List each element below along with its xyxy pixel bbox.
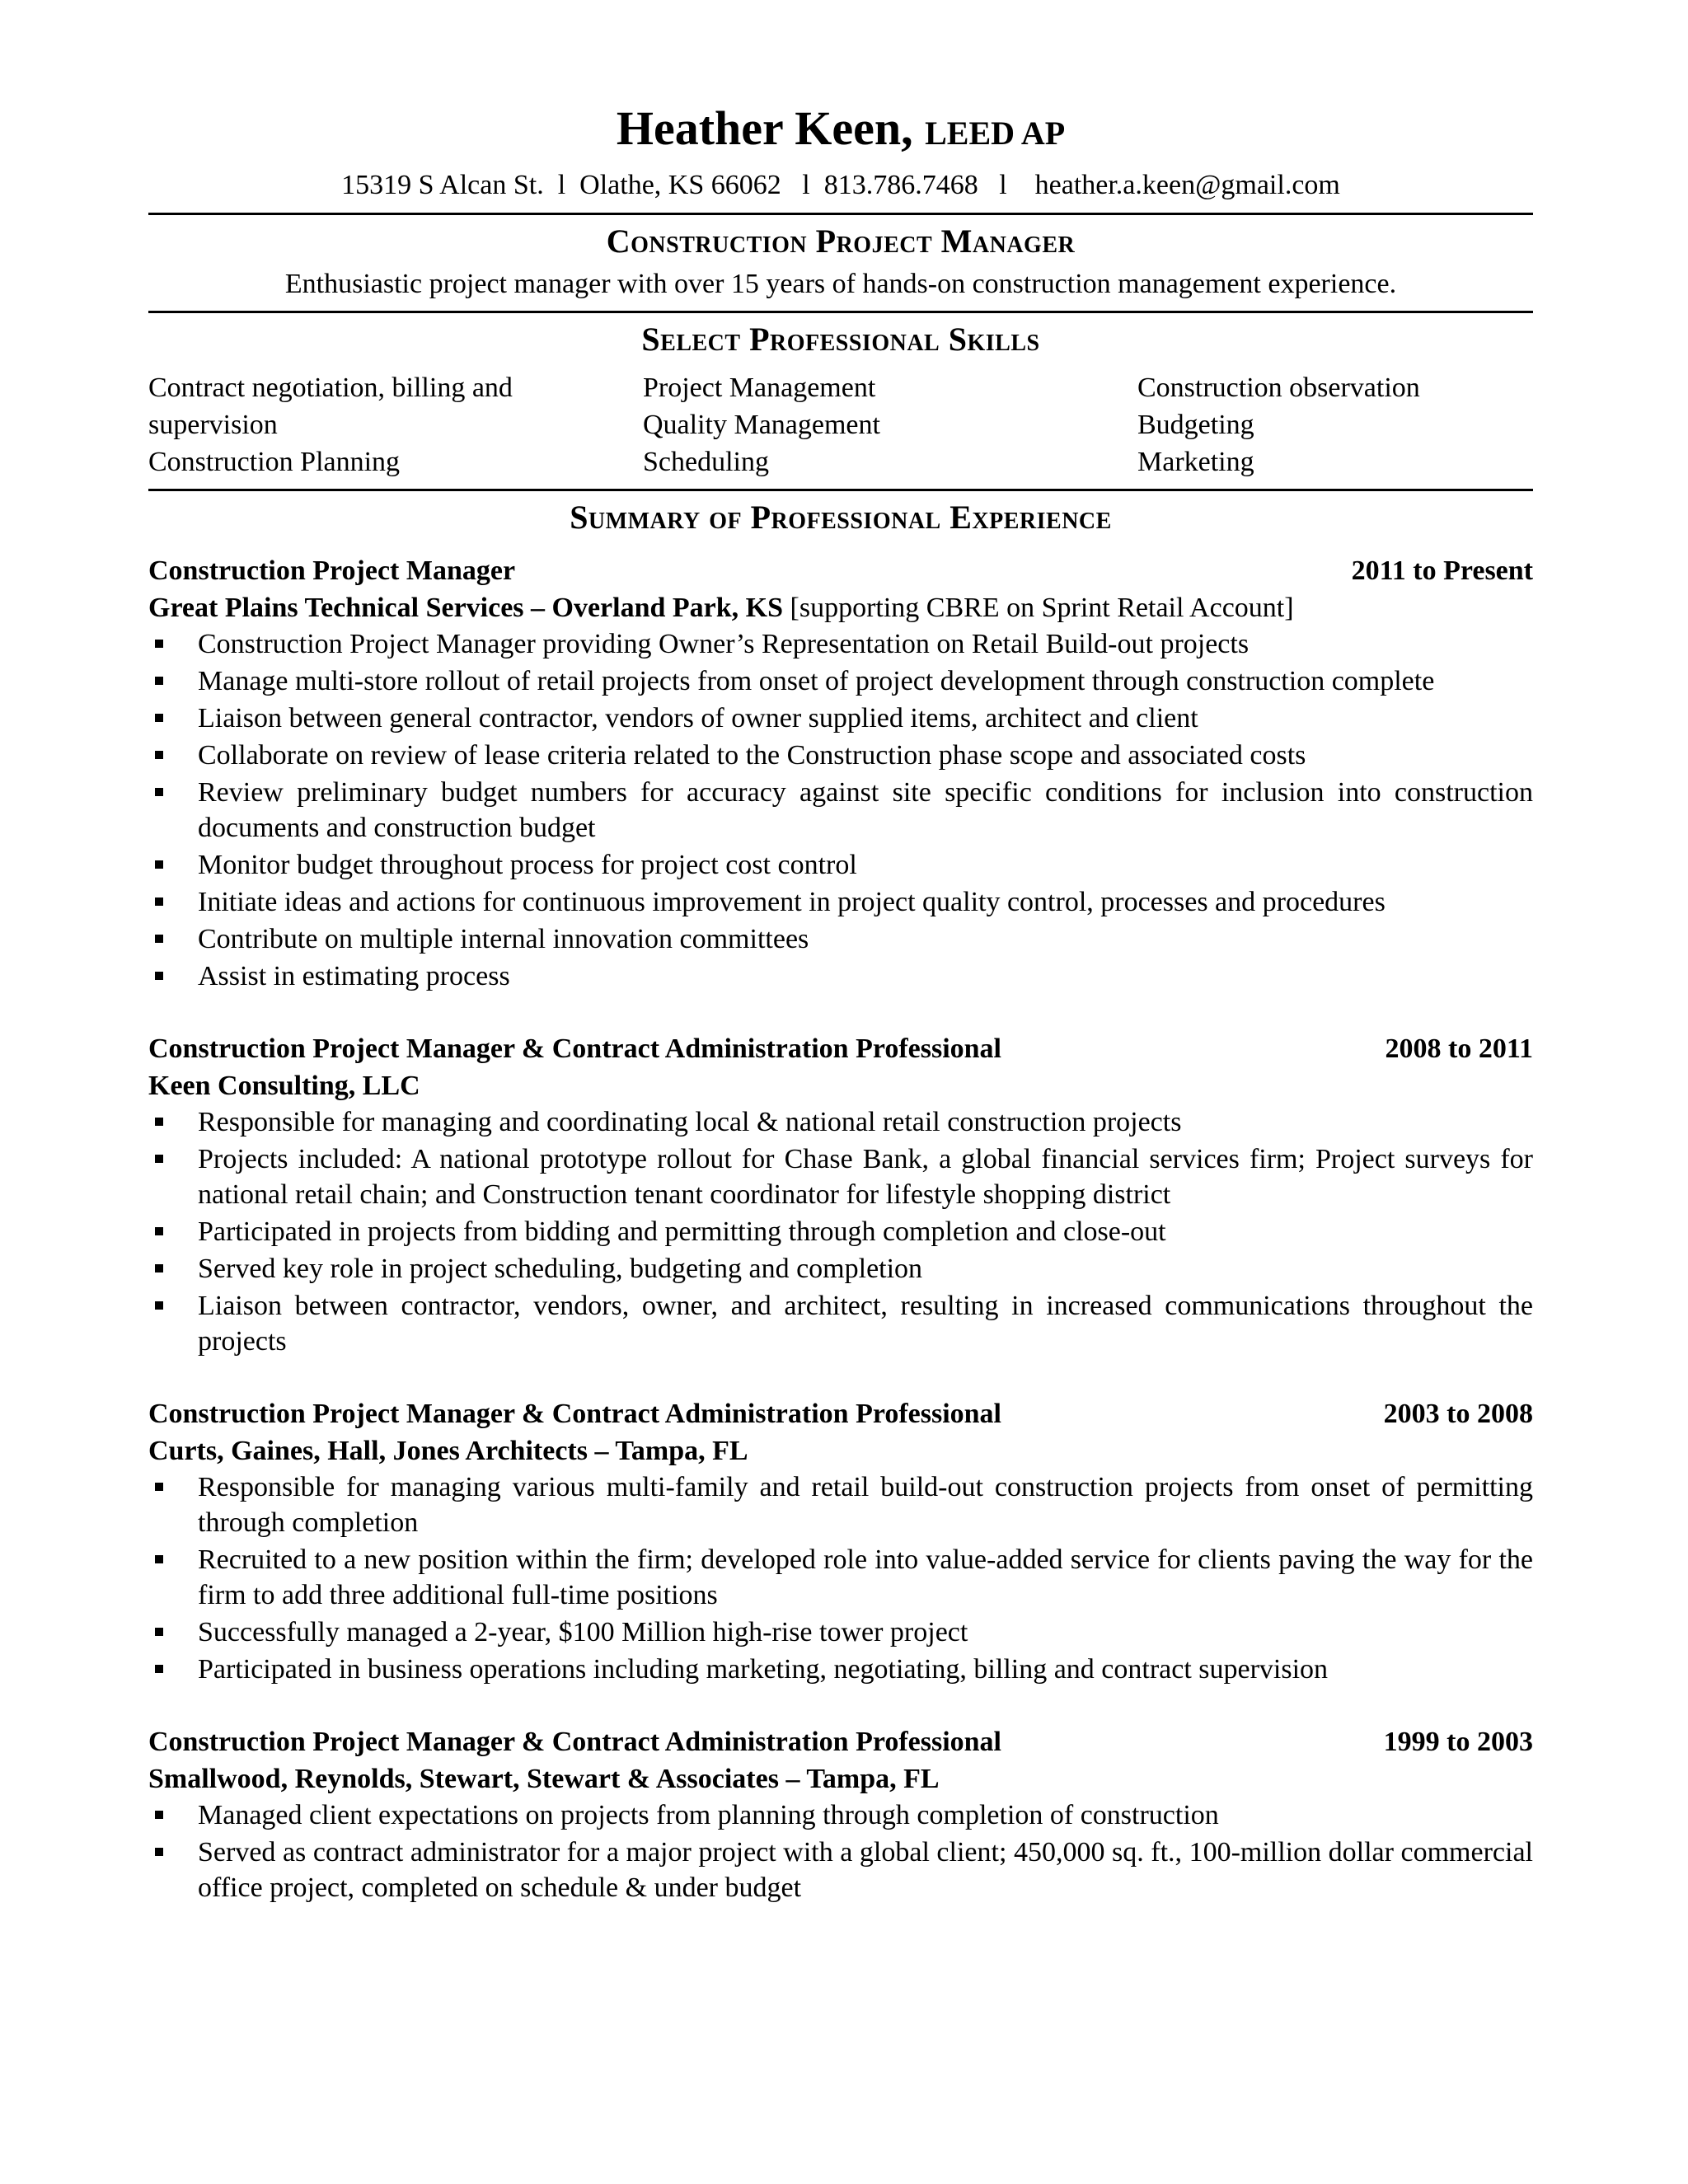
job-target-title: Construction Project Manager xyxy=(606,223,1076,260)
skill-item: Scheduling xyxy=(643,447,769,477)
job-entry xyxy=(148,1395,1533,1687)
bullet-item: Projects included: A national prototype rollout for Chase Bank, a global financial services firm; Project surveys for national retail chain; and Construction tenant coordinator for lifestyle shopping district xyxy=(148,1141,1533,1212)
bullet-item: Served as contract administrator for a major project with a global client; 450,000 sq. ft., 100-million dollar commercial office project, completed on schedule & under budget xyxy=(148,1835,1533,1905)
skill-item: Construction Planning xyxy=(148,447,401,477)
contact-line: 15319 S Alcan St. l Olathe, KS 66062 l 813.786.7468 l heather.a.keen@gmail.com xyxy=(341,170,1340,200)
job-dates: 2008 to 2011 xyxy=(1385,1033,1533,1064)
bullet-item: Liaison between contractor, vendors, owner, and architect, resulting in increased communications throughout the projects xyxy=(148,1288,1533,1359)
skills-column-3 xyxy=(1137,369,1533,480)
job-title: Construction Project Manager & Contract Administration Professional xyxy=(148,1727,1001,1757)
company-name: Great Plains Technical Services – Overland Park, KS xyxy=(148,593,784,623)
job-entry xyxy=(148,552,1533,994)
company-name: Keen Consulting, LLC xyxy=(148,1071,420,1101)
candidate-name xyxy=(148,97,1533,165)
skill-item: Contract negotiation, billing and xyxy=(148,373,513,403)
skill-item: Marketing xyxy=(1137,447,1254,477)
bullet-item: Contribute on multiple internal innovation committees xyxy=(148,921,1533,957)
name-text: Heather Keen, xyxy=(616,101,913,155)
divider xyxy=(148,213,1533,215)
company-name: Curts, Gaines, Hall, Jones Architects – Tampa, FL xyxy=(148,1436,748,1466)
job-title: Construction Project Manager xyxy=(148,555,516,586)
job-dates: 2003 to 2008 xyxy=(1383,1399,1533,1429)
company-line xyxy=(148,589,1533,626)
experience-list xyxy=(148,552,1533,1905)
job-entry xyxy=(148,1723,1533,1905)
company-name: Smallwood, Reynolds, Stewart, Stewart & Associates – Tampa, FL xyxy=(148,1764,940,1794)
bullet-item: Participated in business operations including marketing, negotiating, billing and contract supervision xyxy=(148,1652,1533,1687)
experience-heading: Summary of Professional Experience xyxy=(570,499,1112,536)
bullet-item: Initiate ideas and actions for continuous improvement in project quality control, processes and procedures xyxy=(148,884,1533,920)
job-header xyxy=(148,1395,1533,1432)
skills-column-2 xyxy=(643,369,1137,480)
job-title: Construction Project Manager & Contract Administration Professional xyxy=(148,1399,1001,1429)
job-dates: 1999 to 2003 xyxy=(1383,1727,1533,1757)
job-bullets xyxy=(148,626,1533,994)
bullet-item: Manage multi-store rollout of retail projects from onset of project development through construction complete xyxy=(148,663,1533,699)
bullet-item: Successfully managed a 2-year, $100 Million high-rise tower project xyxy=(148,1615,1533,1650)
objective-statement: Enthusiastic project manager with over 15 years of hands-on construction management experience. xyxy=(284,269,1397,299)
bullet-item: Construction Project Manager providing Owner’s Representation on Retail Build-out projects xyxy=(148,626,1533,662)
skills-column-1 xyxy=(148,369,643,480)
credential-text: LEED AP xyxy=(925,115,1066,152)
skill-item: Construction observation xyxy=(1137,373,1420,403)
skill-item: Project Management xyxy=(643,373,876,403)
company-note: [supporting CBRE on Sprint Retail Account] xyxy=(783,593,1294,623)
job-dates: 2011 to Present xyxy=(1351,555,1533,586)
divider xyxy=(148,489,1533,491)
divider xyxy=(148,311,1533,313)
bullet-item: Served key role in project scheduling, budgeting and completion xyxy=(148,1251,1533,1286)
job-bullets xyxy=(148,1104,1533,1359)
job-header xyxy=(148,552,1533,589)
bullet-item: Monitor budget throughout process for project cost control xyxy=(148,847,1533,883)
bullet-item: Collaborate on review of lease criteria related to the Construction phase scope and associated costs xyxy=(148,738,1533,773)
job-header xyxy=(148,1030,1533,1067)
job-header xyxy=(148,1723,1533,1760)
job-entry xyxy=(148,1030,1533,1359)
company-line xyxy=(148,1760,1533,1797)
job-bullets xyxy=(148,1797,1533,1905)
bullet-item: Managed client expectations on projects from planning through completion of construction xyxy=(148,1797,1533,1833)
bullet-item: Liaison between general contractor, vendors of owner supplied items, architect and client xyxy=(148,701,1533,736)
job-bullets xyxy=(148,1469,1533,1687)
bullet-item: Recruited to a new position within the firm; developed role into value-added service for clients paving the way for the firm to add three additional full-time positions xyxy=(148,1542,1533,1613)
resume-page xyxy=(148,97,1533,1907)
job-title: Construction Project Manager & Contract Administration Professional xyxy=(148,1033,1001,1064)
skills-grid xyxy=(148,369,1533,480)
skill-item: supervision xyxy=(148,410,278,440)
bullet-item: Participated in projects from bidding and permitting through completion and close-out xyxy=(148,1214,1533,1249)
skill-item: Quality Management xyxy=(643,410,880,440)
bullet-item: Review preliminary budget numbers for accuracy against site specific conditions for inclusion into construction documents and construction budget xyxy=(148,775,1533,846)
bullet-item: Responsible for managing various multi-family and retail build-out construction projects from onset of permitting through completion xyxy=(148,1469,1533,1540)
bullet-item: Assist in estimating process xyxy=(148,958,1533,994)
skills-heading: Select Professional Skills xyxy=(641,321,1040,358)
company-line xyxy=(148,1432,1533,1469)
skill-item: Budgeting xyxy=(1137,410,1254,440)
bullet-item: Responsible for managing and coordinating local & national retail construction projects xyxy=(148,1104,1533,1140)
company-line xyxy=(148,1067,1533,1104)
